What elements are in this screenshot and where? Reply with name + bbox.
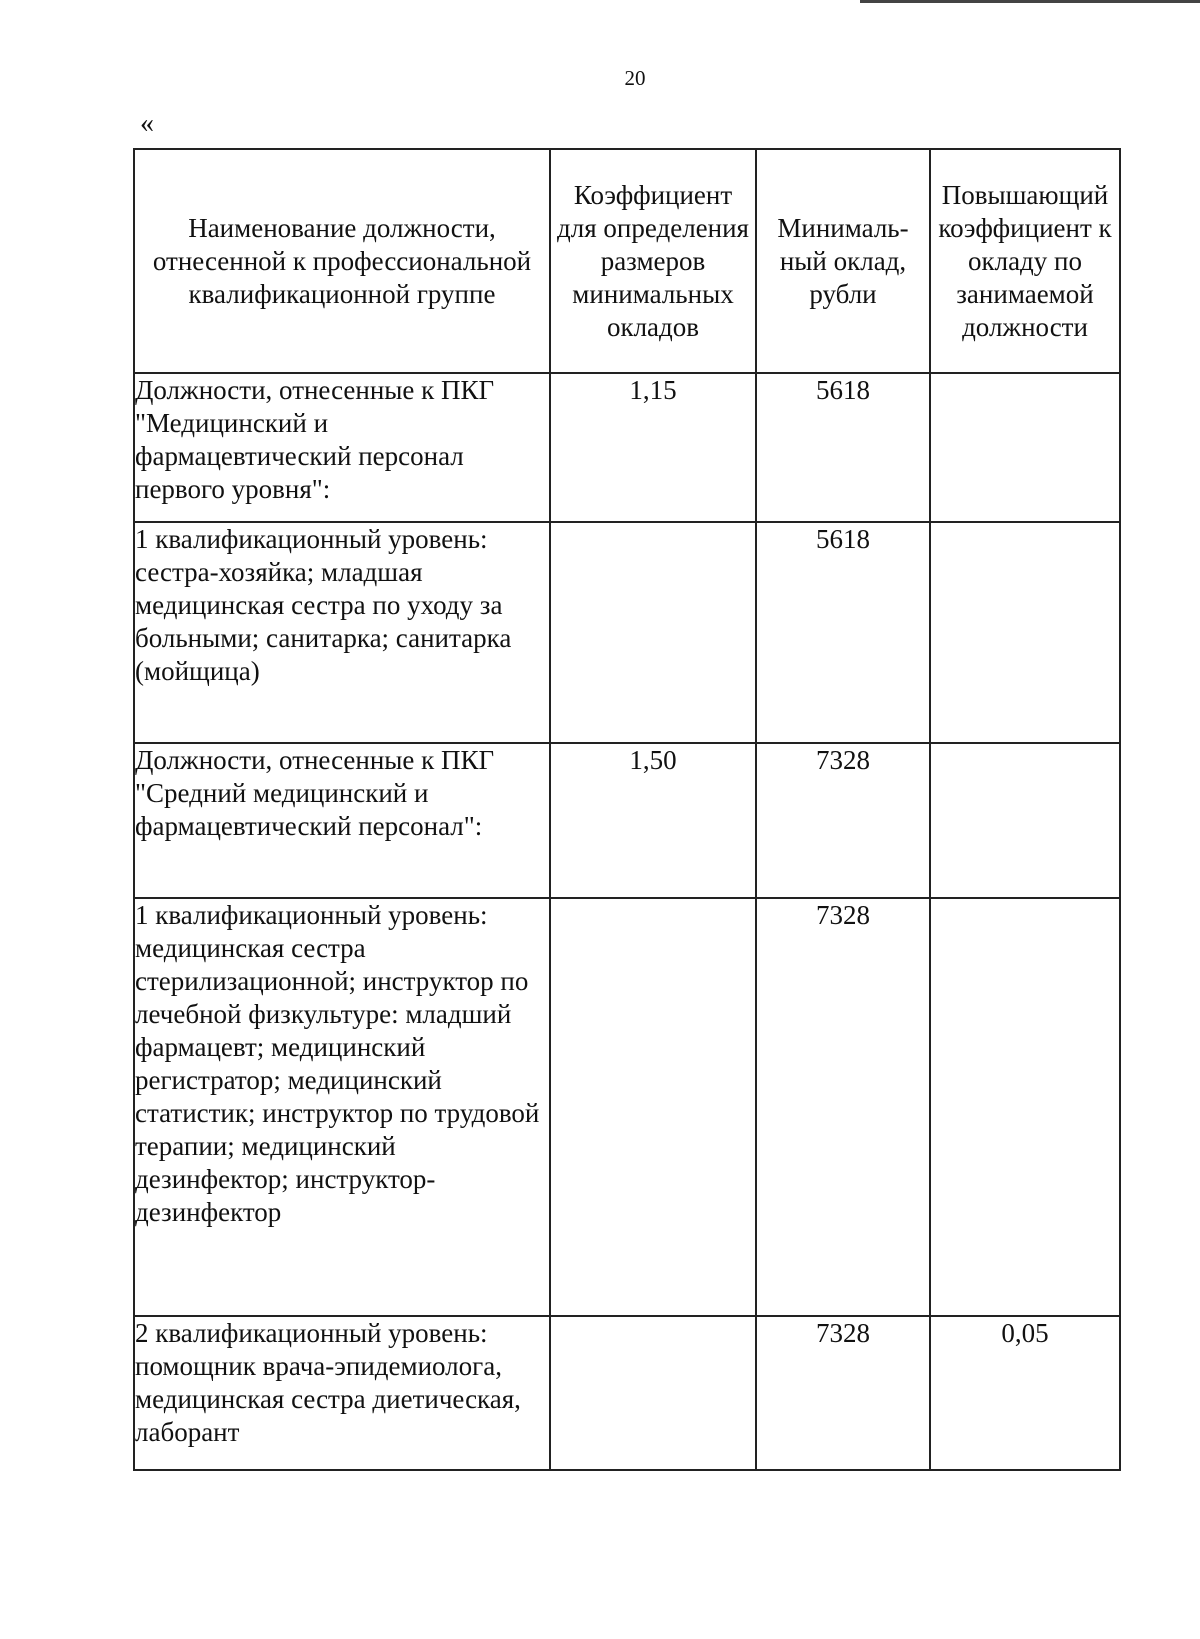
coefficient-cell: 1,50 <box>550 743 756 898</box>
position-name-cell: Должности, отнесенные к ПКГ "Медицинский и фармацевтический персонал первого уровня": <box>134 373 550 522</box>
table-row <box>134 1316 1120 1470</box>
raise-coefficient-cell <box>930 373 1120 522</box>
header-raising-coefficient: Повышающий коэффициент к окладу по занимаемой должности <box>930 149 1120 373</box>
table-row <box>134 522 1120 743</box>
raise-coefficient-cell <box>930 743 1120 898</box>
coefficient-cell <box>550 898 756 1316</box>
position-name-cell: 2 квалификационный уровень: помощник врача-эпидемиолога, медицинская сестра диетическая, лаборант <box>134 1316 550 1470</box>
position-name-cell: 1 квалификационный уровень: медицинская сестра стерилизационной; инструктор по лечебной физкультуре: младший фармацевт; медицинский регистратор; медицинский статистик; инструктор по трудовой терапии; медицинский дезинфектор; инструктор-дезинфектор <box>134 898 550 1316</box>
raise-coefficient-cell <box>930 898 1120 1316</box>
scan-edge-line <box>860 0 1200 3</box>
position-name-cell: Должности, отнесенные к ПКГ "Средний медицинский и фармацевтический персонал": <box>134 743 550 898</box>
salary-cell: 5618 <box>756 373 930 522</box>
coefficient-cell <box>550 522 756 743</box>
header-position-name: Наименование должности, отнесенной к профессиональной квалификационной группе <box>134 149 550 373</box>
raise-coefficient-cell: 0,05 <box>930 1316 1120 1470</box>
salary-table <box>133 148 1121 1471</box>
salary-cell: 7328 <box>756 743 930 898</box>
coefficient-cell: 1,15 <box>550 373 756 522</box>
coefficient-cell <box>550 1316 756 1470</box>
salary-cell: 7328 <box>756 1316 930 1470</box>
page-number: 20 <box>624 66 646 90</box>
table-row <box>134 898 1120 1316</box>
table-row <box>134 373 1120 522</box>
position-name-cell: 1 квалификационный уровень: сестра-хозяйка; младшая медицинская сестра по уходу за больными; санитарка; санитарка (мойщица) <box>134 522 550 743</box>
salary-cell: 5618 <box>756 522 930 743</box>
table-header-row <box>134 149 1120 373</box>
opening-quote-mark: « <box>140 108 154 139</box>
table-row <box>134 743 1120 898</box>
header-coefficient: Коэффициент для определения размеров минимальных окладов <box>550 149 756 373</box>
raise-coefficient-cell <box>930 522 1120 743</box>
header-minimum-salary: Минималь-ный оклад, рубли <box>756 149 930 373</box>
salary-cell: 7328 <box>756 898 930 1316</box>
